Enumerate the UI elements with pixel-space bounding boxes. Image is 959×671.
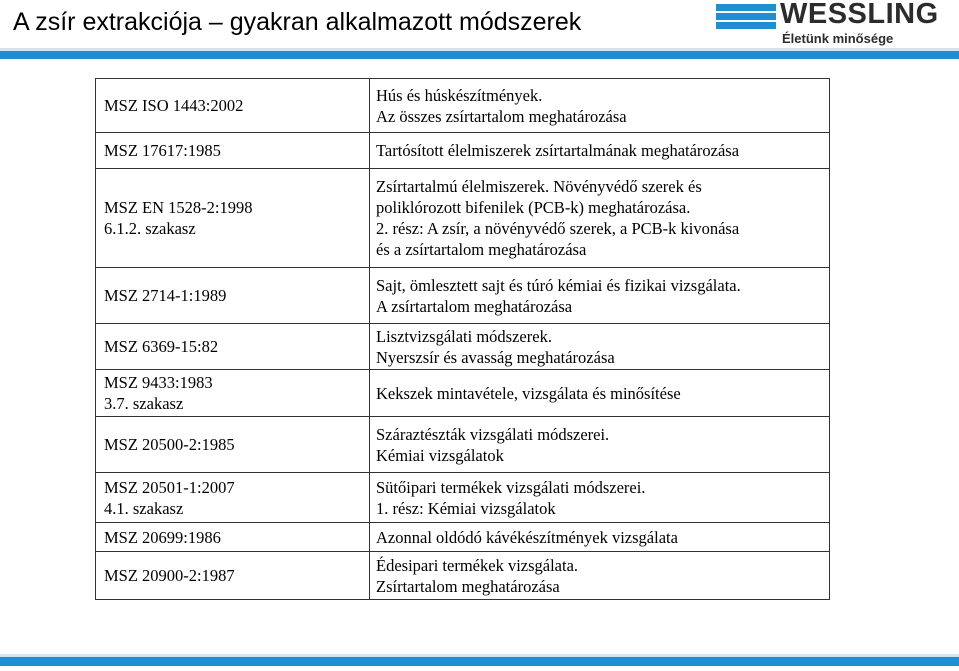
standard-code-cell bbox=[96, 324, 370, 370]
logo-tagline: Életünk minősége bbox=[782, 31, 894, 46]
standard-code: MSZ EN 1528-2:1998 bbox=[104, 198, 253, 217]
table-row bbox=[96, 133, 830, 169]
standard-code: MSZ 6369-15:82 bbox=[104, 337, 219, 356]
standard-description-cell bbox=[370, 79, 830, 133]
standard-description-cell bbox=[370, 417, 830, 473]
standard-description: Kekszek mintavétele, vizsgálata és minősítése bbox=[376, 383, 681, 403]
standard-code-cell bbox=[96, 79, 370, 133]
standard-code: MSZ 9433:1983 bbox=[104, 373, 213, 392]
standard-description-cell bbox=[370, 324, 830, 370]
standard-description: A zsírtartalom meghatározása bbox=[376, 296, 573, 316]
standard-code-cell bbox=[96, 417, 370, 473]
standard-description: Tartósított élelmiszerek zsírtartalmának meghatározása bbox=[376, 141, 740, 160]
standard-code: 4.1. szakasz bbox=[104, 498, 184, 518]
standard-code-cell bbox=[96, 473, 370, 523]
standard-code-cell bbox=[96, 133, 370, 169]
standard-code-cell bbox=[96, 523, 370, 552]
header-rule bbox=[0, 48, 959, 59]
standard-description: 2. rész: A zsír, a növényvédő szerek, a PCB-k kivonása bbox=[376, 219, 740, 238]
standard-code-cell bbox=[96, 370, 370, 417]
standard-code: MSZ 20699:1986 bbox=[104, 527, 221, 547]
standards-table bbox=[95, 78, 830, 600]
standard-code: MSZ 20500-2:1985 bbox=[104, 435, 235, 454]
table-row bbox=[96, 417, 830, 473]
table-row bbox=[96, 268, 830, 324]
standard-description: Zsírtartalom meghatározása bbox=[376, 576, 560, 596]
standard-code: MSZ 2714-1:1989 bbox=[104, 286, 227, 305]
standard-code: MSZ 20900-2:1987 bbox=[104, 566, 235, 585]
standard-code-cell bbox=[96, 169, 370, 268]
standard-description: Lisztvizsgálati módszerek. bbox=[376, 326, 552, 346]
slide-title: A zsír extrakciója – gyakran alkalmazott módszerek bbox=[13, 8, 582, 36]
standard-description: poliklórozott bifenilek (PCB-k) meghatározása. bbox=[376, 198, 691, 217]
standard-description-cell bbox=[370, 523, 830, 552]
standard-description-cell bbox=[370, 473, 830, 523]
standard-description: Zsírtartalmú élelmiszerek. Növényvédő szerek és bbox=[376, 177, 702, 196]
standard-description: Sütőipari termékek vizsgálati módszerei. bbox=[376, 477, 646, 497]
logo-stripes-icon bbox=[716, 4, 776, 30]
table-row bbox=[96, 552, 830, 600]
table-row bbox=[96, 370, 830, 417]
footer-rule bbox=[0, 654, 959, 666]
wessling-logo bbox=[716, 0, 956, 52]
standard-description: Sajt, ömlesztett sajt és túró kémiai és fizikai vizsgálata. bbox=[376, 275, 741, 295]
table-row bbox=[96, 473, 830, 523]
standard-description: Azonnal oldódó kávékészítmények vizsgálata bbox=[376, 527, 678, 547]
standard-code: 3.7. szakasz bbox=[104, 394, 184, 413]
table-row bbox=[96, 79, 830, 133]
table-row bbox=[96, 169, 830, 268]
standard-description: és a zsírtartalom meghatározása bbox=[376, 240, 587, 259]
standard-code-cell bbox=[96, 552, 370, 600]
standard-description-cell bbox=[370, 268, 830, 324]
standard-description-cell bbox=[370, 133, 830, 169]
standard-code: MSZ ISO 1443:2002 bbox=[104, 96, 244, 115]
standard-description: 1. rész: Kémiai vizsgálatok bbox=[376, 498, 556, 518]
standard-description: Hús és húskészítmények. bbox=[376, 85, 543, 105]
standard-description: Az összes zsírtartalom meghatározása bbox=[376, 106, 627, 126]
table-row bbox=[96, 324, 830, 370]
logo-name: WESSLING bbox=[780, 0, 939, 30]
standard-description-cell bbox=[370, 552, 830, 600]
standard-description-cell bbox=[370, 169, 830, 268]
standard-description: Nyerszsír és avasság meghatározása bbox=[376, 347, 615, 367]
standard-code: MSZ 17617:1985 bbox=[104, 141, 221, 160]
standard-description: Kémiai vizsgálatok bbox=[376, 445, 504, 465]
standard-code: 6.1.2. szakasz bbox=[104, 219, 196, 238]
standard-description: Száraztészták vizsgálati módszerei. bbox=[376, 424, 610, 444]
table-row bbox=[96, 523, 830, 552]
standard-description: Édesipari termékek vizsgálata. bbox=[376, 555, 579, 575]
standard-code: MSZ 20501-1:2007 bbox=[104, 477, 235, 497]
standard-code-cell bbox=[96, 268, 370, 324]
standard-description-cell bbox=[370, 370, 830, 417]
